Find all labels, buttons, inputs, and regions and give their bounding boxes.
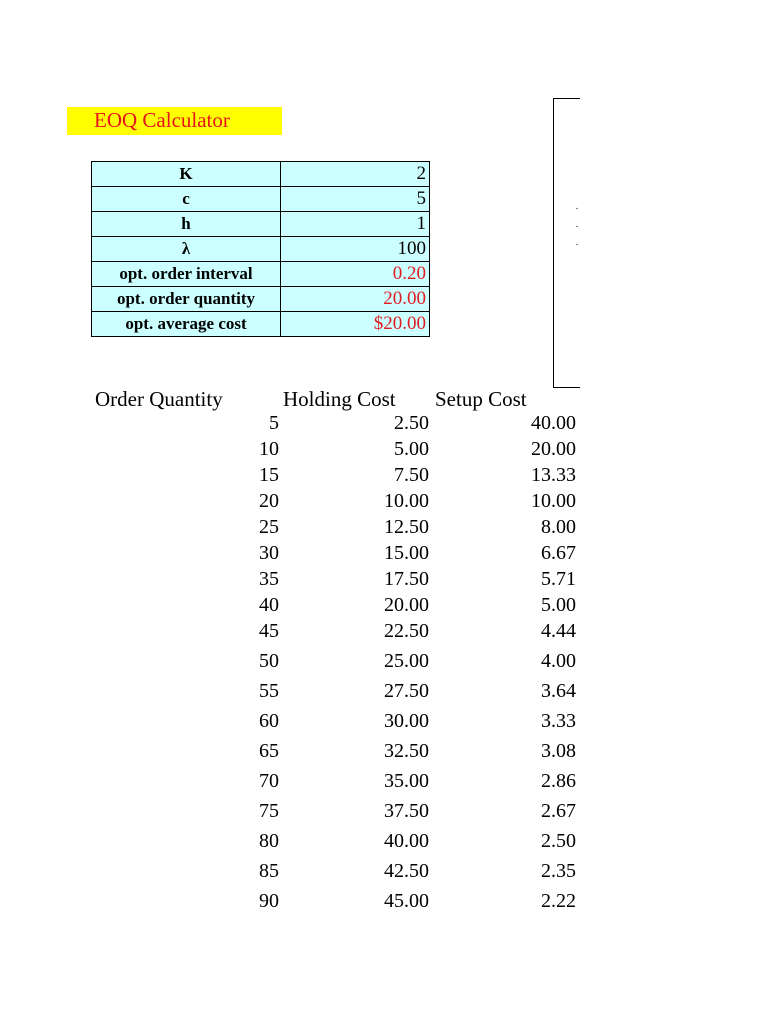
order-quantity-cell: 15 bbox=[259, 464, 279, 486]
parameter-row bbox=[92, 262, 430, 287]
holding-cost-cell: 42.50 bbox=[384, 860, 429, 882]
parameter-row bbox=[92, 312, 430, 337]
parameter-label: K bbox=[92, 162, 281, 187]
parameter-value[interactable]: 2 bbox=[281, 162, 430, 187]
setup-cost-cell: 2.67 bbox=[541, 800, 576, 822]
holding-cost-cell: 5.00 bbox=[394, 438, 429, 460]
parameter-label: λ bbox=[92, 237, 281, 262]
parameter-label: opt. order quantity bbox=[92, 287, 281, 312]
chart-tick-mark: · bbox=[575, 221, 579, 233]
order-quantity-cell: 50 bbox=[259, 650, 279, 672]
holding-cost-cell: 25.00 bbox=[384, 650, 429, 672]
setup-cost-cell: 2.50 bbox=[541, 830, 576, 852]
setup-cost-cell: 2.86 bbox=[541, 770, 576, 792]
parameter-row bbox=[92, 287, 430, 312]
order-quantity-cell: 70 bbox=[259, 770, 279, 792]
holding-cost-cell: 27.50 bbox=[384, 680, 429, 702]
header-order-quantity: Order Quantity bbox=[95, 387, 223, 411]
parameter-value[interactable]: $20.00 bbox=[281, 312, 430, 337]
setup-cost-cell: 3.08 bbox=[541, 740, 576, 762]
order-quantity-cell: 55 bbox=[259, 680, 279, 702]
order-quantity-cell: 75 bbox=[259, 800, 279, 822]
parameter-label: opt. order interval bbox=[92, 262, 281, 287]
parameter-row bbox=[92, 162, 430, 187]
holding-cost-cell: 30.00 bbox=[384, 710, 429, 732]
parameter-value[interactable]: 100 bbox=[281, 237, 430, 262]
holding-cost-cell: 17.50 bbox=[384, 568, 429, 590]
setup-cost-cell: 4.00 bbox=[541, 650, 576, 672]
order-quantity-cell: 10 bbox=[259, 438, 279, 460]
setup-cost-cell: 5.00 bbox=[541, 594, 576, 616]
holding-cost-cell: 37.50 bbox=[384, 800, 429, 822]
holding-cost-cell: 7.50 bbox=[394, 464, 429, 486]
chart-tick-mark: · bbox=[575, 203, 579, 215]
holding-cost-cell: 2.50 bbox=[394, 412, 429, 434]
setup-cost-cell: 6.67 bbox=[541, 542, 576, 564]
order-quantity-cell: 25 bbox=[259, 516, 279, 538]
page-edge bbox=[580, 0, 768, 1024]
parameter-label: opt. average cost bbox=[92, 312, 281, 337]
setup-cost-cell: 13.33 bbox=[531, 464, 576, 486]
holding-cost-cell: 20.00 bbox=[384, 594, 429, 616]
parameter-label: h bbox=[92, 212, 281, 237]
order-quantity-cell: 5 bbox=[269, 412, 279, 434]
order-quantity-cell: 65 bbox=[259, 740, 279, 762]
setup-cost-cell: 10.00 bbox=[531, 490, 576, 512]
parameter-row bbox=[92, 237, 430, 262]
parameter-row bbox=[92, 187, 430, 212]
setup-cost-cell: 20.00 bbox=[531, 438, 576, 460]
parameter-value[interactable]: 0.20 bbox=[281, 262, 430, 287]
holding-cost-cell: 12.50 bbox=[384, 516, 429, 538]
holding-cost-cell: 10.00 bbox=[384, 490, 429, 512]
parameter-value[interactable]: 1 bbox=[281, 212, 430, 237]
setup-cost-cell: 5.71 bbox=[541, 568, 576, 590]
order-quantity-cell: 30 bbox=[259, 542, 279, 564]
parameter-value[interactable]: 20.00 bbox=[281, 287, 430, 312]
order-quantity-cell: 35 bbox=[259, 568, 279, 590]
order-quantity-cell: 20 bbox=[259, 490, 279, 512]
holding-cost-cell: 22.50 bbox=[384, 620, 429, 642]
parameter-label: c bbox=[92, 187, 281, 212]
title-banner bbox=[67, 107, 282, 135]
holding-cost-cell: 35.00 bbox=[384, 770, 429, 792]
holding-cost-cell: 32.50 bbox=[384, 740, 429, 762]
setup-cost-cell: 3.64 bbox=[541, 680, 576, 702]
header-setup-cost: Setup Cost bbox=[435, 387, 527, 411]
parameter-row bbox=[92, 212, 430, 237]
setup-cost-cell: 8.00 bbox=[541, 516, 576, 538]
setup-cost-cell: 3.33 bbox=[541, 710, 576, 732]
header-holding-cost: Holding Cost bbox=[283, 387, 396, 411]
setup-cost-cell: 40.00 bbox=[531, 412, 576, 434]
order-quantity-cell: 90 bbox=[259, 890, 279, 912]
parameter-table bbox=[91, 161, 430, 337]
order-quantity-cell: 40 bbox=[259, 594, 279, 616]
page-title: EOQ Calculator bbox=[94, 108, 230, 132]
parameter-value[interactable]: 5 bbox=[281, 187, 430, 212]
holding-cost-cell: 15.00 bbox=[384, 542, 429, 564]
chart-tick-mark: · bbox=[575, 239, 579, 251]
setup-cost-cell: 2.35 bbox=[541, 860, 576, 882]
order-quantity-cell: 60 bbox=[259, 710, 279, 732]
setup-cost-cell: 2.22 bbox=[541, 890, 576, 912]
holding-cost-cell: 40.00 bbox=[384, 830, 429, 852]
order-quantity-cell: 85 bbox=[259, 860, 279, 882]
holding-cost-cell: 45.00 bbox=[384, 890, 429, 912]
setup-cost-cell: 4.44 bbox=[541, 620, 576, 642]
order-quantity-cell: 45 bbox=[259, 620, 279, 642]
order-quantity-cell: 80 bbox=[259, 830, 279, 852]
